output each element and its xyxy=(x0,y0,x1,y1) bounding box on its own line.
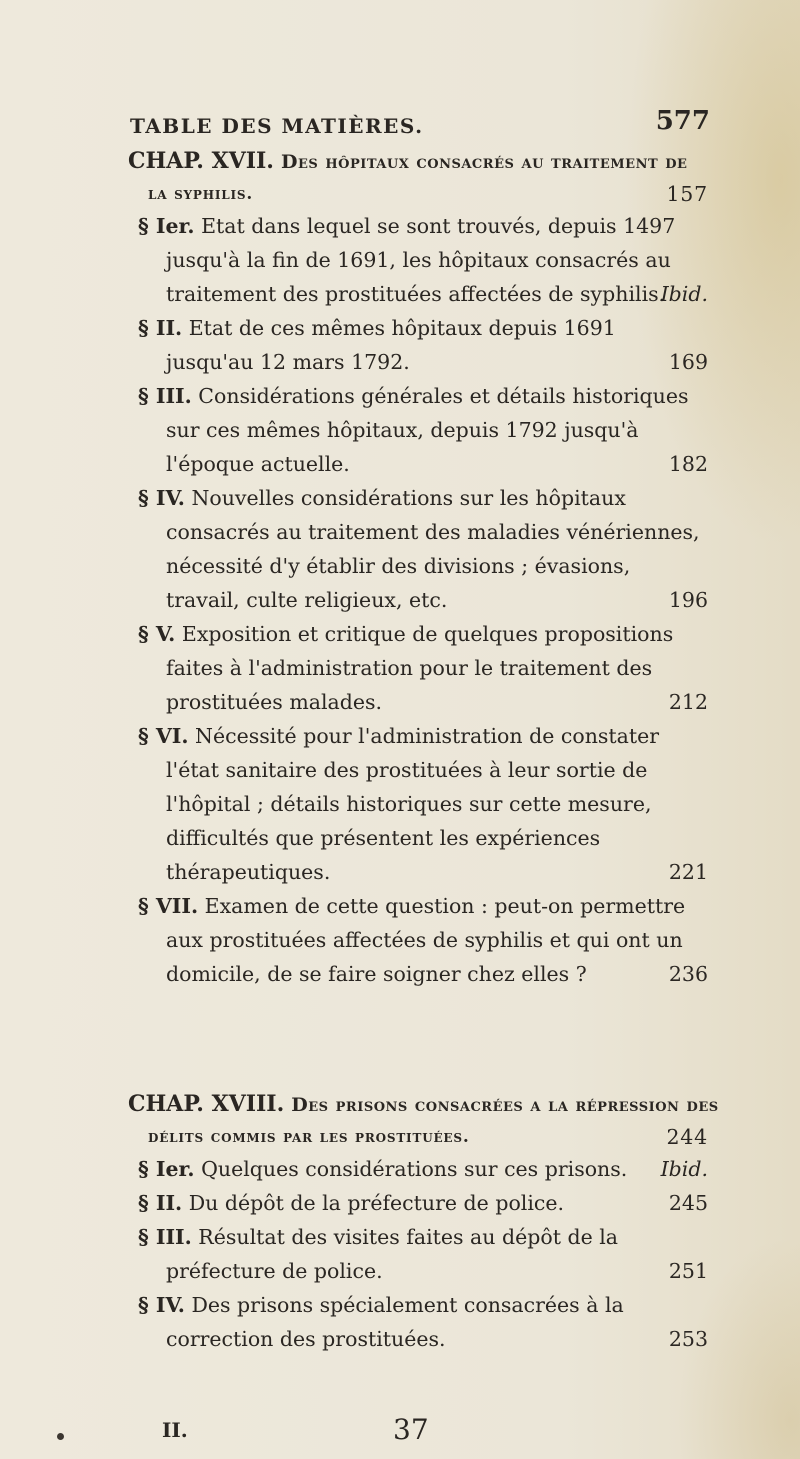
section-text: Résultat des visites faites au dépôt de la préfecture de police. xyxy=(166,1225,619,1283)
section-number: § IV. xyxy=(138,1293,185,1317)
toc-entry xyxy=(138,1220,708,1288)
gathering-number: 37 xyxy=(393,1413,429,1446)
toc-entry xyxy=(138,719,708,889)
toc-entry xyxy=(138,889,708,991)
section-number: § II. xyxy=(138,316,183,340)
section-page: 221 xyxy=(668,860,708,884)
toc-entry xyxy=(138,1186,708,1220)
section-text: Exposition et critique de quelques propositions faites à l'administration pour le traitement des prostituées malades. xyxy=(166,622,674,714)
page-number: 577 xyxy=(655,106,710,136)
chapter-heading xyxy=(128,1087,719,1122)
section-number: § Ier. xyxy=(138,214,195,238)
chapter-label: CHAP. XVII. xyxy=(128,148,274,174)
chapter-title-line1: Des hôpitaux consacrés au traitement de xyxy=(280,151,688,173)
chapter-title-line2: la syphilis. xyxy=(148,184,254,204)
section-text: Examen de cette question : peut-on permettre aux prostituées affectées de syphilis et qui ont un domicile, de se faire soigner chez elles ? xyxy=(166,894,686,986)
section-number: § II. xyxy=(138,1191,183,1215)
toc-entry xyxy=(138,617,708,719)
section-text: Quelques considérations sur ces prisons. xyxy=(201,1157,628,1181)
section-text: Nécessité pour l'administration de constater l'état sanitaire des prostituées à leur sortie de l'hôpital ; détails historiques sur cette mesure, difficultés que présentent les expériences thérapeutiques. xyxy=(166,724,660,884)
section-page: 236 xyxy=(668,962,708,986)
section-number: § VI. xyxy=(138,724,189,748)
chapter-heading xyxy=(128,144,708,179)
chapter-title-line1: Des prisons consacrées a la répression des xyxy=(291,1094,719,1116)
section-text: Du dépôt de la préfecture de police. xyxy=(188,1191,565,1215)
chapter-title-continuation xyxy=(148,179,708,209)
section-number: § V. xyxy=(138,622,176,646)
toc-entry xyxy=(138,1288,708,1356)
section-number: § VII. xyxy=(138,894,199,918)
toc-entry xyxy=(138,209,708,311)
section-page: Ibid. xyxy=(660,282,708,306)
section-page: 245 xyxy=(668,1191,708,1215)
section-page: 212 xyxy=(668,690,708,714)
section-page: 169 xyxy=(668,350,708,374)
page-header xyxy=(130,102,710,142)
chapter-label: CHAP. XVIII. xyxy=(128,1091,285,1117)
section-number: § Ier. xyxy=(138,1157,195,1181)
chapter-title-continuation xyxy=(148,1122,708,1152)
chapter-xvii xyxy=(128,144,708,991)
section-text: Etat de ces mêmes hôpitaux depuis 1691 jusqu'au 12 mars 1792. xyxy=(166,316,616,374)
ink-spot xyxy=(57,1433,64,1440)
section-page: Ibid. xyxy=(660,1157,708,1181)
toc-entry xyxy=(138,311,708,379)
toc-entry xyxy=(138,379,708,481)
signature-mark: II. xyxy=(162,1418,188,1442)
chapter-xviii xyxy=(128,1087,719,1356)
toc-entry xyxy=(138,481,708,617)
section-page: 251 xyxy=(668,1259,708,1283)
section-text: Considérations générales et détails historiques sur ces mêmes hôpitaux, depuis 1792 jusqu'à l'époque actuelle. xyxy=(166,384,689,476)
section-text: Etat dans lequel se sont trouvés, depuis 1497 jusqu'à la fin de 1691, les hôpitaux consacrés au traitement des prostituées affectées de syphilis. xyxy=(166,214,676,306)
toc-entry xyxy=(138,1152,708,1186)
chapter-title-line2: délits commis par les prostituées. xyxy=(148,1127,470,1147)
section-number: § III. xyxy=(138,1225,192,1249)
running-title: TABLE DES MATIÈRES. xyxy=(130,114,424,138)
chapter-title-page: 157 xyxy=(666,182,708,206)
section-text: Des prisons spécialement consacrées à la correction des prostituées. xyxy=(166,1293,624,1351)
section-page: 196 xyxy=(668,588,708,612)
section-page: 182 xyxy=(668,452,708,476)
section-number: § IV. xyxy=(138,486,185,510)
section-number: § III. xyxy=(138,384,192,408)
chapter-title-page: 244 xyxy=(666,1125,708,1149)
section-text: Nouvelles considérations sur les hôpitaux consacrés au traitement des maladies vénériennes, nécessité d'y établir des divisions ; évasions, travail, culte religieux, etc. xyxy=(166,486,700,612)
section-page: 253 xyxy=(668,1327,708,1351)
